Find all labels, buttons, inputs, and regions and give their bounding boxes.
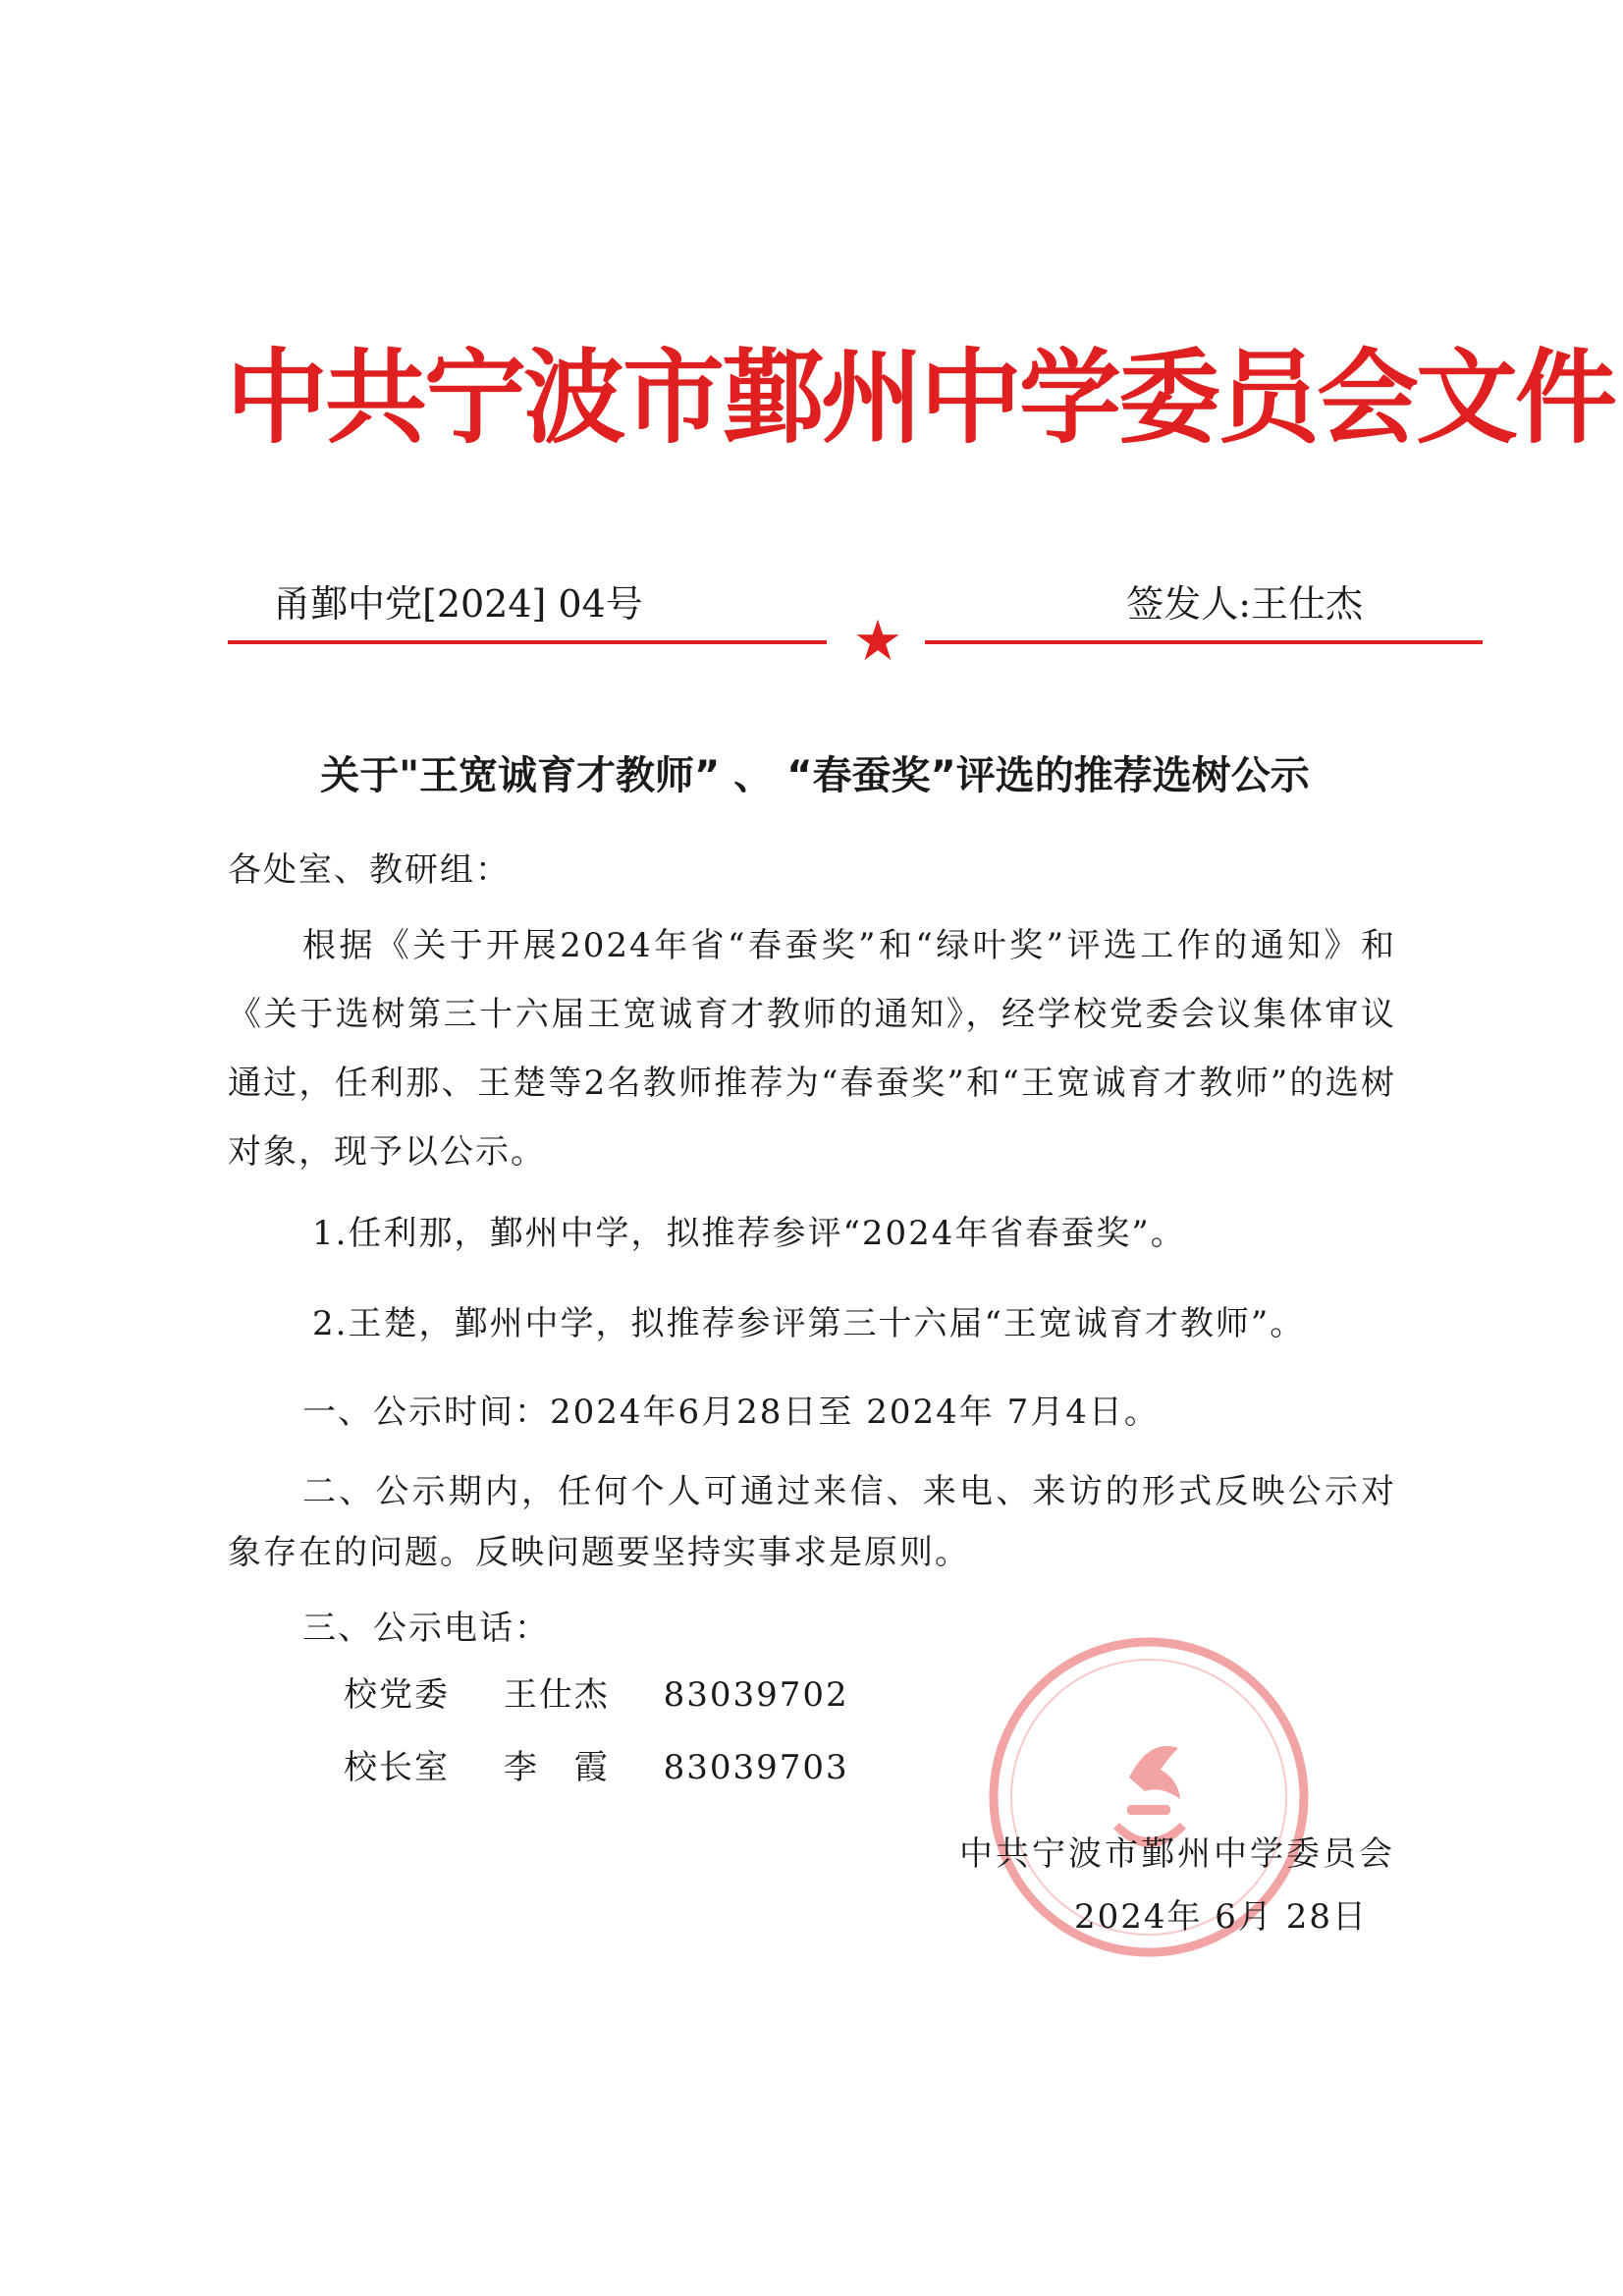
- nominee-item-1: 1.任利那，鄞州中学，拟推荐参评“2024年省春蚕奖”。: [312, 1214, 1186, 1253]
- contact-name: 王仕杰: [503, 1675, 610, 1715]
- section-phone-heading: 三、公示电话：: [302, 1609, 550, 1648]
- section-publicity-time: 一、公示时间：2024年6月28日至 2024年 7月4日。: [302, 1393, 1160, 1432]
- red-rule-left: [228, 640, 827, 644]
- signature-organization: 中共宁波市鄞州中学委员会: [959, 1834, 1395, 1874]
- notice-title: 关于"王宽诚育才教师” 、 “春蚕奖”评选的推荐选树公示: [320, 753, 1310, 798]
- salutation: 各处室、教研组：: [228, 850, 511, 890]
- nominee-item-2: 2.王楚，鄞州中学，拟推荐参评第三十六届“王宽诚育才教师”。: [312, 1304, 1306, 1343]
- document-signer: 签发人:王仕杰: [1126, 582, 1363, 626]
- contact-office: 校长室: [344, 1748, 450, 1787]
- contact-row: [344, 1669, 849, 1721]
- red-star-icon: [854, 617, 901, 664]
- red-rule-right: [925, 640, 1483, 644]
- intro-paragraph: 根据《关于开展2024年省“春蚕奖”和“绿叶奖”评选工作的通知》和《关于选树第三十六届王宽诚育才教师的通知》，经学校党委会议集体审议通过，任利那、王楚等2名教师推荐为“春蚕奖”和“王宽诚育才教师”的选树对象，现予以公示。: [228, 926, 1396, 1172]
- masthead-title: 中共宁波市鄞州中学委员会文件: [226, 338, 1615, 458]
- section-publicity-period: 二、公示期内，任何个人可通过来信、来电、来访的形式反映公示对象存在的问题。反映问题要坚持实事求是原则。: [228, 1472, 1396, 1572]
- contact-name: 李 霞: [503, 1748, 610, 1787]
- contact-office: 校党委: [344, 1675, 450, 1715]
- contact-row: [344, 1742, 849, 1793]
- contact-phone: 83039703: [663, 1748, 849, 1787]
- signature-date: 2024年 6月 28日: [1073, 1897, 1368, 1937]
- contact-phone: 83039702: [663, 1675, 849, 1715]
- document-number: 甬鄞中党[2024] 04号: [273, 582, 643, 626]
